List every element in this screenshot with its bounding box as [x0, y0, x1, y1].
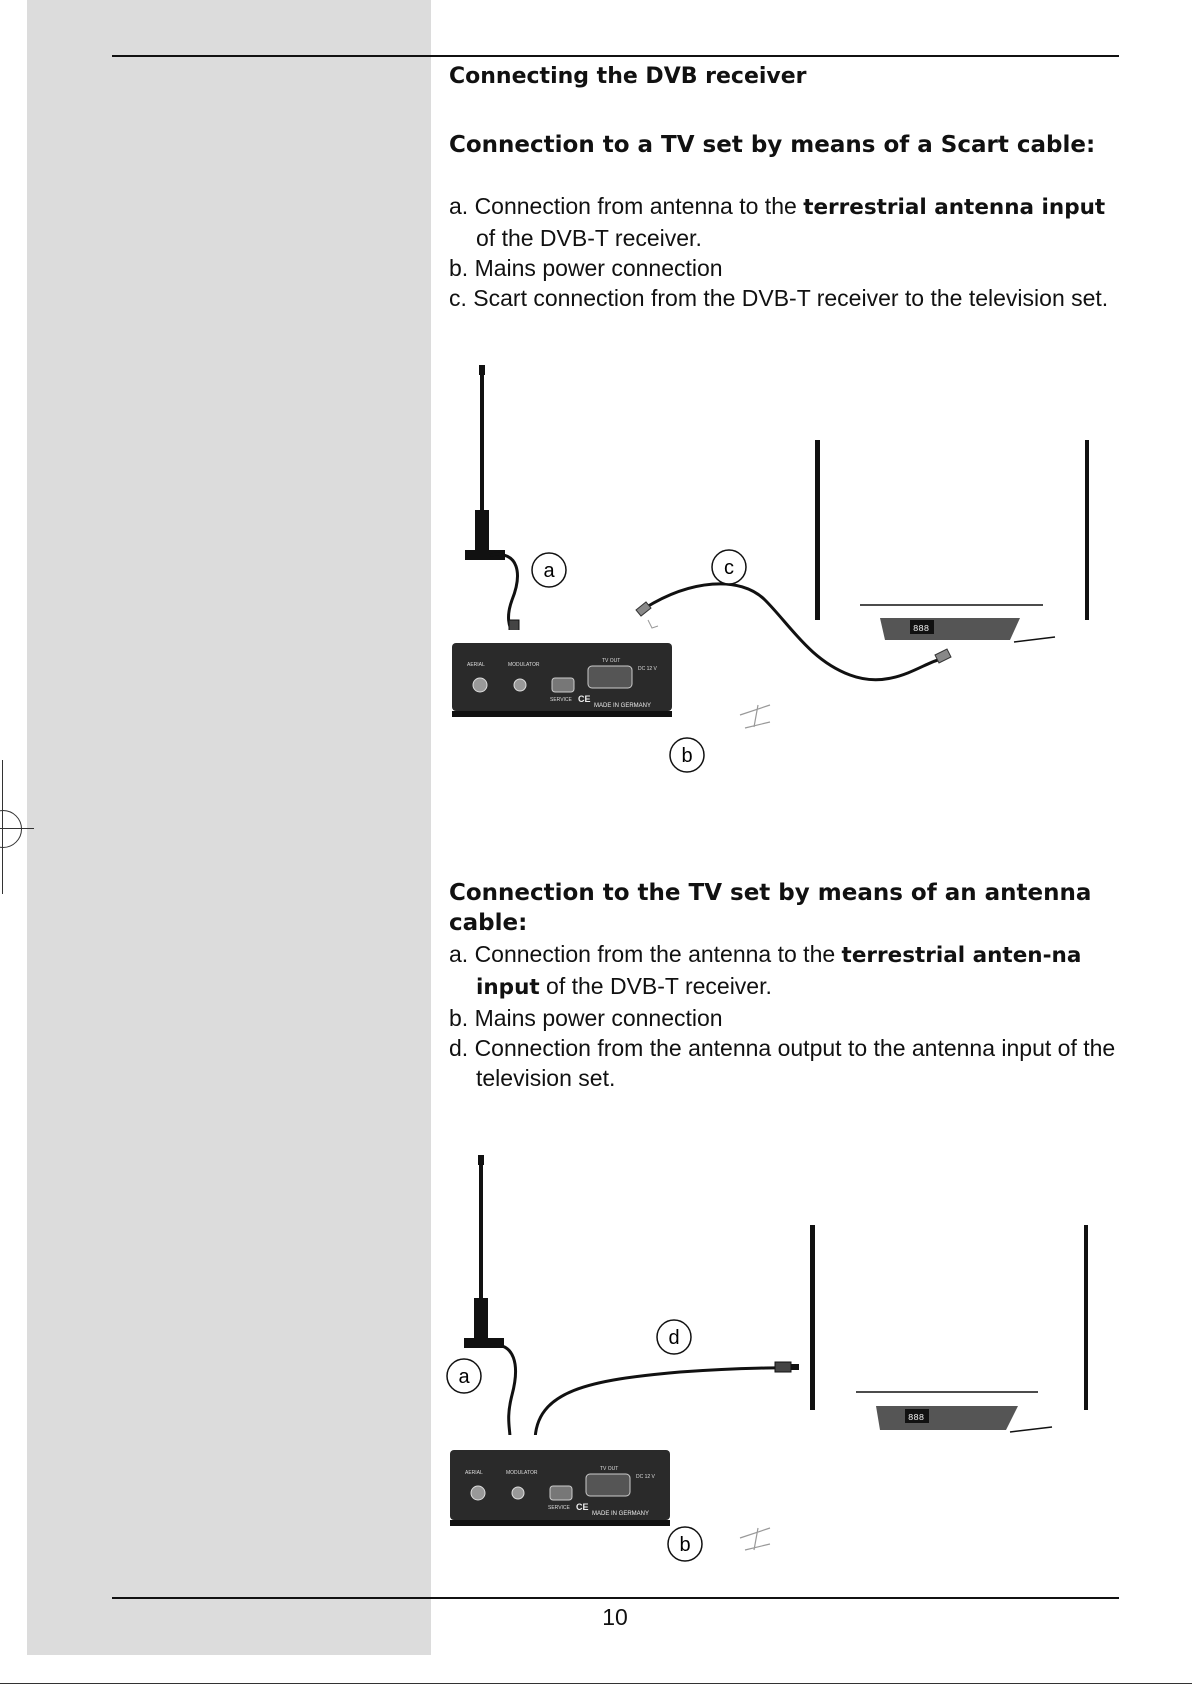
svg-text:DC 12 V: DC 12 V [638, 666, 657, 672]
section2-item-b: b. Mains power connection [449, 1005, 723, 1031]
callout-a [532, 553, 566, 587]
page-sidebar [27, 0, 431, 1655]
svg-text:MODULATOR: MODULATOR [506, 1470, 538, 1476]
crop-mark-circle [0, 810, 22, 848]
television-icon [815, 440, 1089, 642]
antenna-icon [464, 1155, 504, 1348]
section1-list [449, 191, 1129, 313]
antenna-output-cable [535, 1368, 780, 1442]
svg-text:SERVICE: SERVICE [548, 1505, 570, 1511]
svg-text:DC 12 V: DC 12 V [636, 1474, 655, 1480]
callout-a [447, 1359, 481, 1393]
antenna-icon [465, 365, 505, 560]
section1-item-c: c. Scart connection from the DVB-T receiver to the television set. [449, 285, 1109, 311]
section2-list [449, 939, 1129, 1093]
svg-text:888: 888 [908, 1413, 925, 1423]
television-icon [810, 1225, 1088, 1432]
svg-text:d: d [668, 1327, 680, 1349]
svg-text:TV OUT: TV OUT [602, 658, 621, 664]
callout-b [670, 738, 704, 772]
callout-c [712, 550, 746, 584]
mains-plug-icon [740, 1528, 770, 1550]
section2-heading: Connection to the TV set by means of an antenna cable: [449, 880, 1092, 936]
svg-text:AERIAL: AERIAL [465, 1470, 483, 1476]
section1-item-a: a. Connection from antenna to the terrestrial antenna input of the DVB-T receiver. [449, 193, 1106, 251]
section2-item-d: d. Connection from the antenna output to the antenna input of the television set. [449, 1035, 1116, 1091]
dvb-receiver-icon [444, 1435, 674, 1535]
svg-text:AERIAL: AERIAL [467, 662, 485, 668]
callout-b [668, 1527, 702, 1561]
svg-text:SERVICE: SERVICE [550, 697, 572, 703]
section1-item-b: b. Mains power connection [449, 255, 723, 281]
bottom-rule [112, 1597, 1119, 1599]
dvb-receiver-icon [446, 630, 676, 720]
mains-plug-icon [740, 705, 770, 728]
svg-text:MADE IN GERMANY: MADE IN GERMANY [592, 1511, 650, 1517]
scart-connection-diagram [440, 360, 1130, 800]
page-title: Connecting the DVB receiver [449, 64, 807, 89]
svg-text:CE: CE [578, 694, 591, 704]
antenna-cable [490, 1345, 516, 1438]
page-number: 10 [602, 1604, 628, 1630]
svg-text:a: a [458, 1366, 470, 1388]
svg-text:TV OUT: TV OUT [600, 1466, 619, 1472]
svg-text:b: b [679, 1534, 691, 1556]
svg-text:888: 888 [913, 624, 930, 634]
top-rule [112, 55, 1119, 57]
page-edge [0, 1683, 1192, 1684]
svg-text:c: c [724, 557, 734, 579]
svg-text:b: b [681, 745, 693, 767]
callout-d [657, 1320, 691, 1354]
svg-text:a: a [543, 560, 555, 582]
section2-item-a: a. Connection from the antenna to the terrestrial anten-na input of the DVB-T receiver. [449, 941, 1082, 1000]
svg-text:MODULATOR: MODULATOR [508, 662, 540, 668]
svg-text:MADE IN GERMANY: MADE IN GERMANY [594, 703, 652, 709]
section1-heading: Connection to a TV set by means of a Scart cable: [449, 132, 1096, 158]
antenna-connection-diagram [440, 1150, 1130, 1580]
svg-text:CE: CE [576, 1502, 589, 1512]
